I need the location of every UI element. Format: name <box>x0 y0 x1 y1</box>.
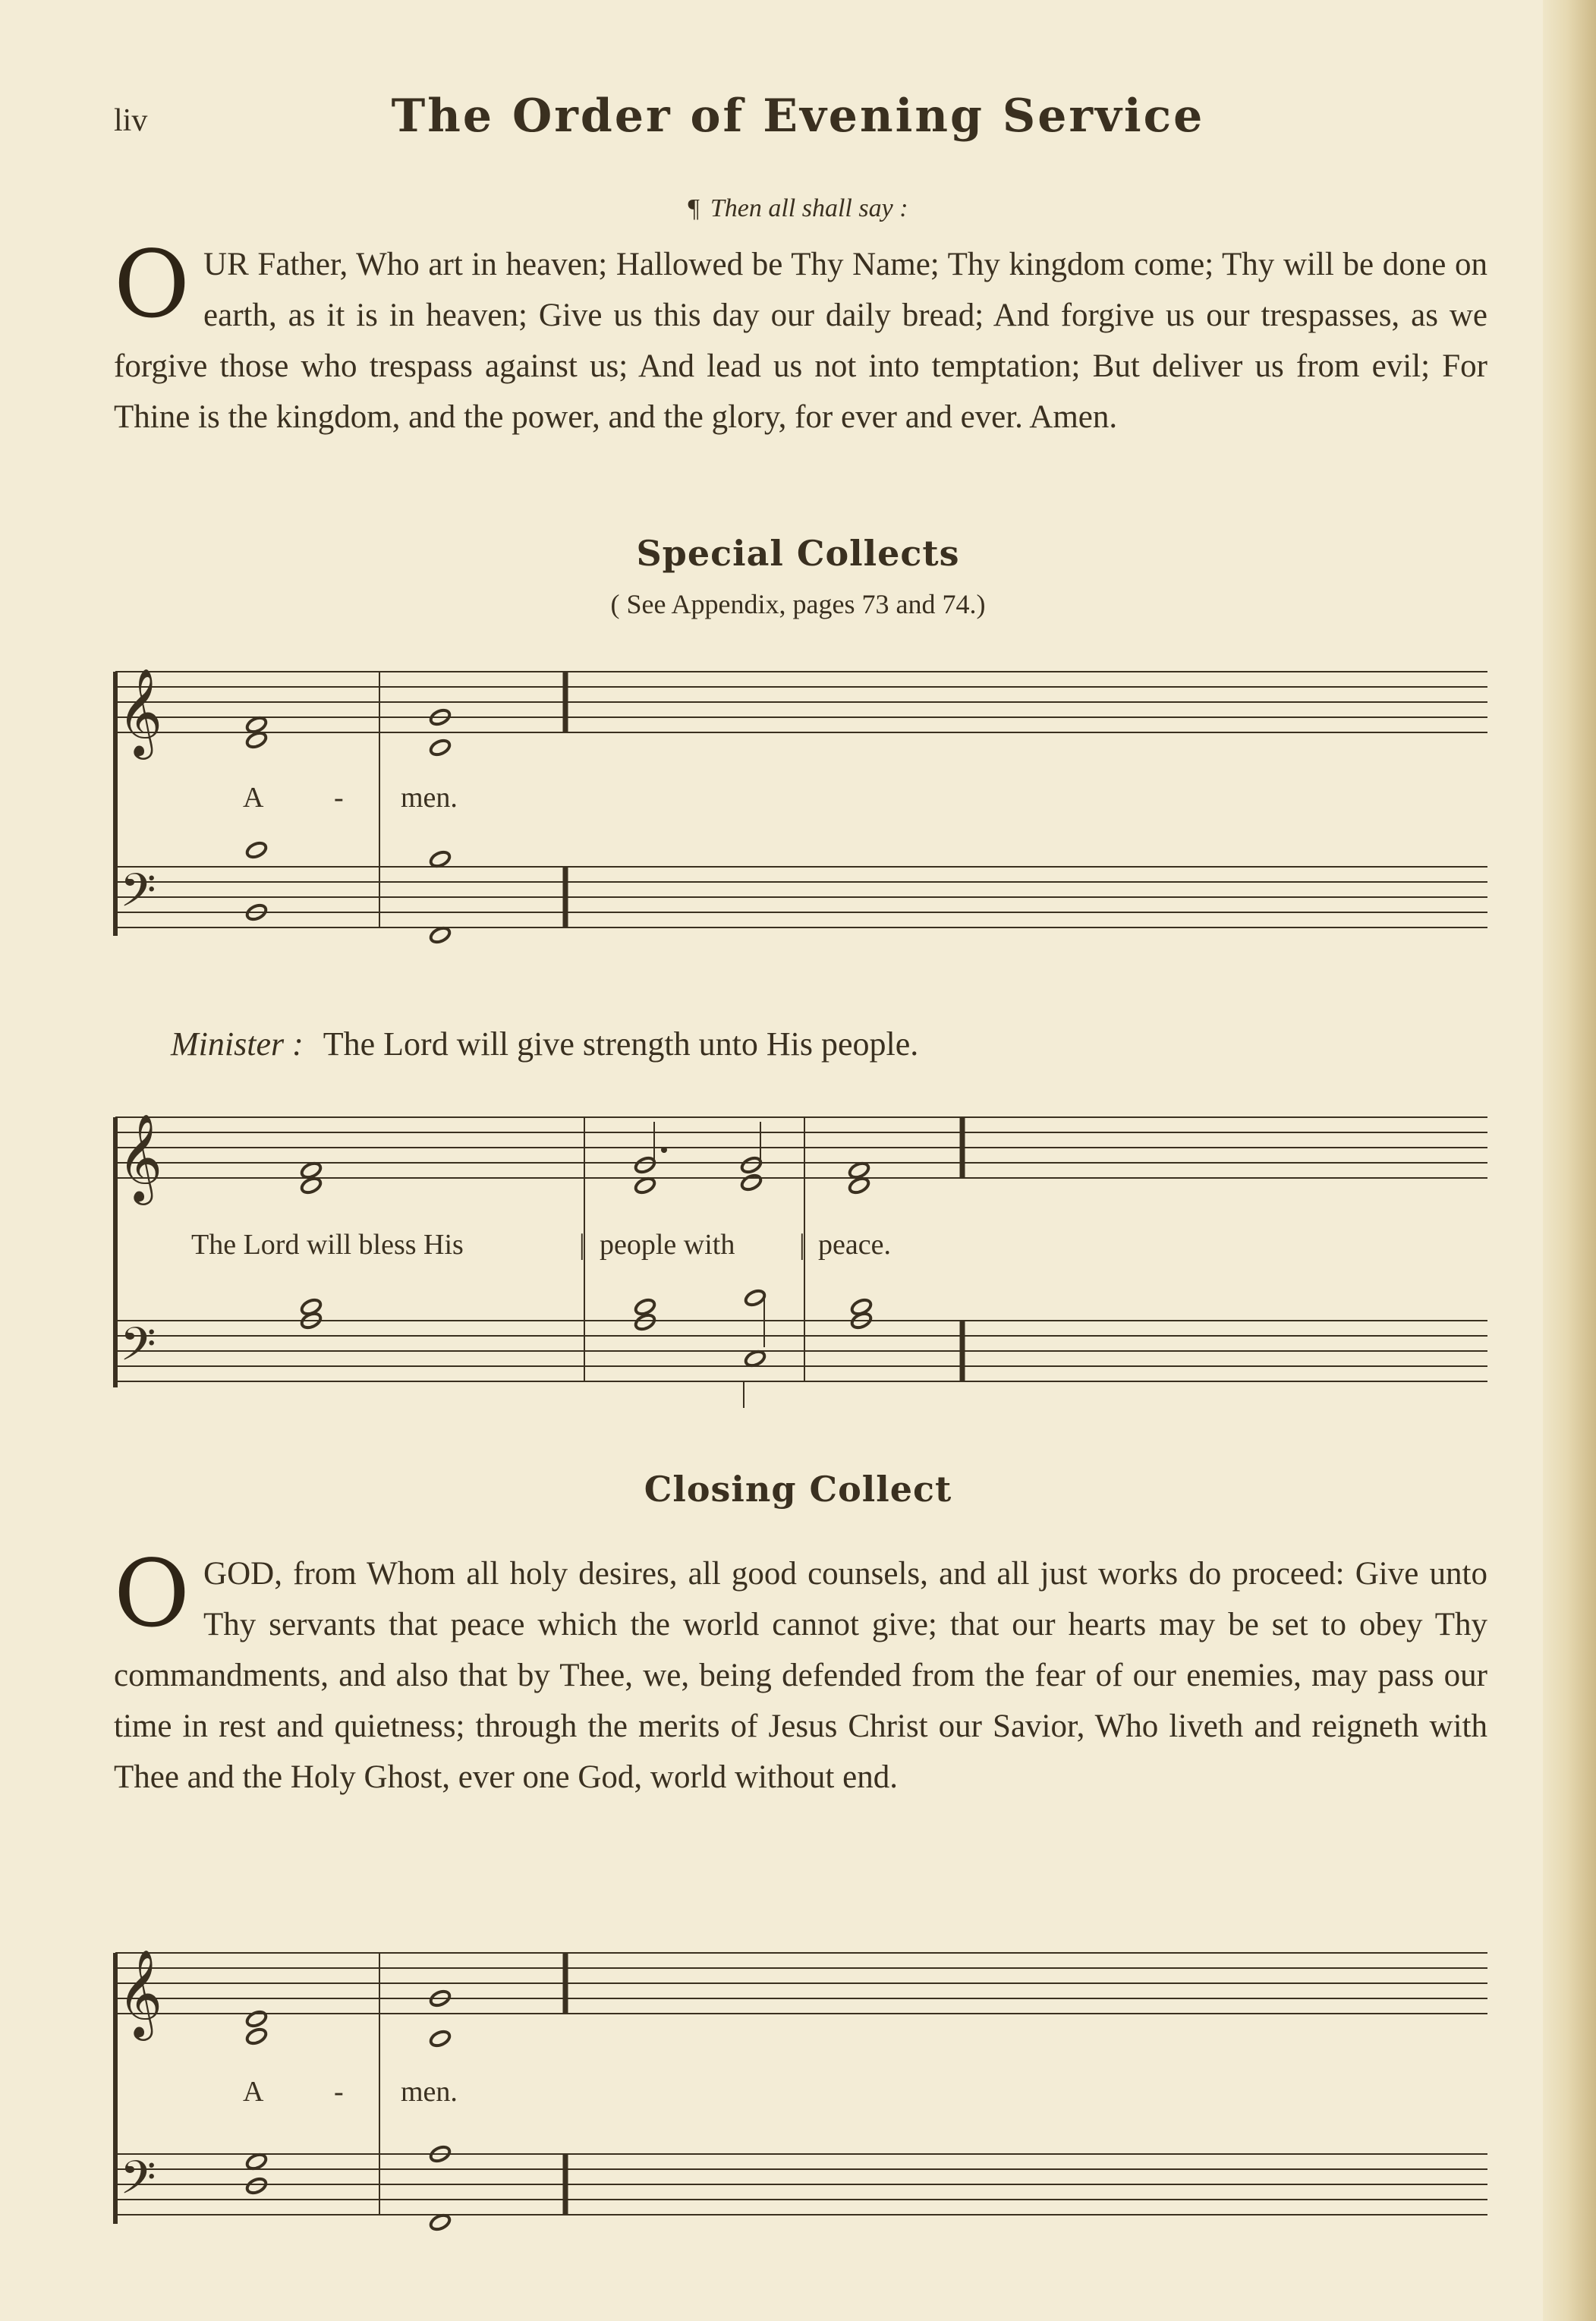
lyric-divider: | <box>799 1229 805 1261</box>
rubric-text: Then all shall say : <box>710 194 908 222</box>
bass-clef-icon: 𝄢 <box>120 1318 156 1383</box>
page-folio: liv <box>114 103 148 138</box>
treble-clef-icon: 𝄞 <box>118 1948 163 2037</box>
treble-clef-icon: 𝄞 <box>118 1113 163 1201</box>
bass-clef-icon: 𝄢 <box>120 2151 156 2216</box>
versicle-text: The Lord will give strength unto His people. <box>323 1025 919 1063</box>
amen-score-2 <box>0 1928 1596 2216</box>
closing-collect-heading: Closing Collect <box>644 1469 952 1510</box>
treble-staff <box>115 672 1487 732</box>
notes <box>245 1989 452 2231</box>
rubric <box>0 194 1596 223</box>
versicle <box>171 1025 918 1063</box>
lyric-phrase: people with <box>600 1229 735 1261</box>
bass-staff <box>115 867 1487 927</box>
lyric-hyphen: - <box>334 782 344 814</box>
special-collects-heading: Special Collects <box>636 533 960 574</box>
closing-collect <box>114 1540 1487 1803</box>
lyric-syllable: men. <box>401 782 458 814</box>
bass-clef-icon: 𝄢 <box>120 864 156 929</box>
appendix-note: ( See Appendix, pages 73 and 74.) <box>610 589 986 619</box>
speaker-label: Minister : <box>171 1025 304 1063</box>
drop-cap: O <box>114 1540 190 1648</box>
bass-staff <box>115 1321 1487 1381</box>
lyric-syllable: men. <box>401 2076 458 2108</box>
treble-staff <box>115 1953 1487 2014</box>
lyric-phrase: The Lord will bless His <box>191 1229 464 1261</box>
closing-collect-text: GOD, from Whom all holy desires, all good counsels, and all just works do proceed: Give unto Thy servants that peace which the world cannot give; that our hearts may be set to obey Thy commandments, and also that by Thee, we, being defended from the fear of our enemies, may pass our time in rest and quietness; through the merits of Jesus Christ our Savior, Who liveth and reigneth with Thee and the Holy Ghost, ever one God, world without end. <box>114 1556 1487 1795</box>
pilcrow-icon: ¶ <box>688 194 700 222</box>
lords-prayer <box>114 231 1487 442</box>
treble-clef-icon: 𝄞 <box>118 667 163 756</box>
lyric-syllable: A <box>243 782 264 814</box>
response-score <box>0 1104 1596 1408</box>
amen-score-1 <box>0 657 1596 930</box>
dot <box>661 1147 667 1153</box>
bass-staff <box>115 2154 1487 2215</box>
lords-prayer-text: UR Father, Who art in heaven; Hallowed be Thy Name; Thy kingdom come; Thy will be done on earth, as it is in heaven; Give us this day our daily bread; And forgive us our trespasses, as we forgive those who trespass against us; And lead us not into temptation; But deliver us from evil; For Thine is the kingdom, and the power, and the glory, for ever and ever. Amen. <box>114 247 1487 435</box>
lyric-phrase: peace. <box>818 1229 891 1261</box>
drop-cap: O <box>114 231 190 339</box>
lyric-divider: | <box>579 1229 585 1261</box>
lyric-syllable: A <box>243 2076 264 2108</box>
notes <box>245 707 452 944</box>
running-head: The Order of Evening Service <box>391 90 1205 143</box>
lyric-hyphen: - <box>334 2076 344 2108</box>
